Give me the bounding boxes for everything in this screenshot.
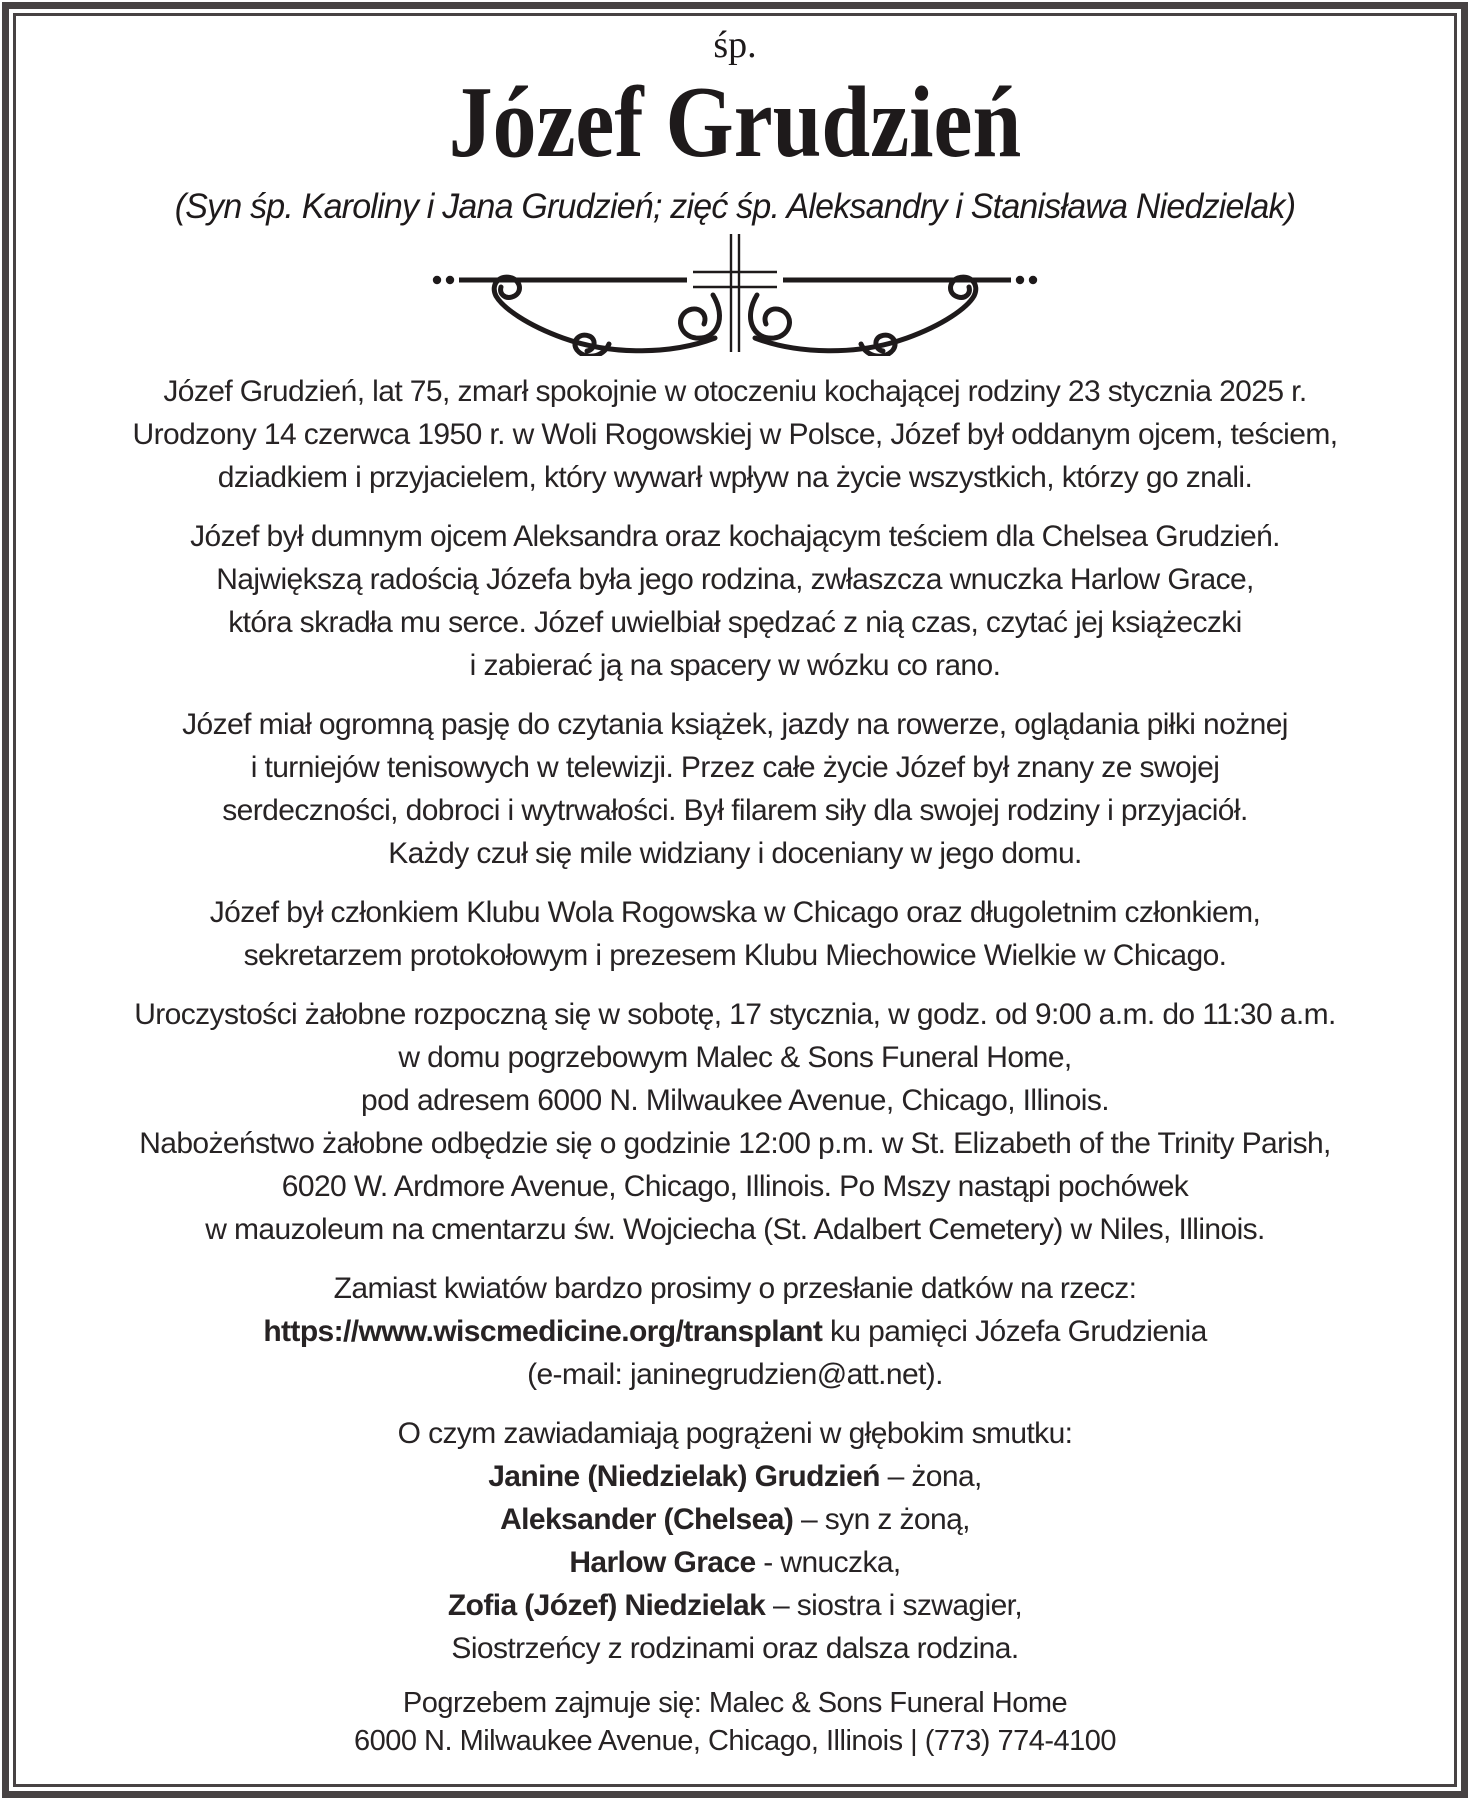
- survivor-name: Aleksander (Chelsea): [500, 1503, 794, 1536]
- text-line: pod adresem 6000 N. Milwaukee Avenue, Chicago, Illinois.: [361, 1084, 1109, 1117]
- text-line: i turniejów tenisowych w telewizji. Przez całe życie Józef był znany ze swojej: [250, 751, 1220, 784]
- survivor-relation: – syn z żoną,: [793, 1503, 970, 1536]
- paragraph-biography: [44, 370, 1426, 499]
- text-line: Największą radością Józefa była jego rodzina, zwłaszcza wnuczka Harlow Grace,: [216, 563, 1254, 596]
- memorial-prefix: śp.: [713, 24, 757, 66]
- cross-flourish-divider-icon: [44, 230, 1426, 356]
- paragraph-family-life: [44, 515, 1426, 687]
- donation-intro: Zamiast kwiatów bardzo prosimy o przesłanie datków na rzecz:: [333, 1272, 1137, 1305]
- donation-url-line: [44, 1310, 1426, 1353]
- obituary-content: [16, 16, 1454, 1760]
- text-line: dziadkiem i przyjacielem, który wywarł wpływ na życie wszystkich, którzy go znali.: [217, 461, 1253, 494]
- text-line: serdeczności, dobroci i wytrwałości. Był filarem siły dla swojej rodziny i przyjaciół.: [222, 794, 1248, 827]
- survivor-relation: - wnuczka,: [755, 1546, 901, 1579]
- text-line: Uroczystości żałobne rozpoczną się w sobotę, 17 stycznia, w godz. od 9:00 a.m. do 11:30 a.m.: [134, 998, 1336, 1031]
- obituary-body: [44, 370, 1426, 1760]
- lineage-subtitle: (Syn śp. Karoliny i Jana Grudzień; zięć śp. Aleksandry i Stanisława Niedzielak): [174, 187, 1296, 226]
- text-line: Józef był członkiem Klubu Wola Rogowska w Chicago oraz długoletnim członkiem,: [209, 896, 1261, 929]
- funeral-home-line: Pogrzebem zajmuje się: Malec & Sons Funeral Home: [402, 1687, 1068, 1719]
- survivor-relation: – żona,: [879, 1460, 982, 1493]
- survivor-wife: [44, 1455, 1426, 1498]
- funeral-home-address: 6000 N. Milwaukee Avenue, Chicago, Illinois | (773) 774-4100: [353, 1725, 1117, 1757]
- donation-email: (e-mail: janinegrudzien@att.net).: [527, 1358, 943, 1391]
- text-line: i zabierać ją na spacery w wózku co rano.: [469, 649, 1001, 682]
- text-line: która skradła mu serce. Józef uwielbiał spędzać z nią czas, czytać jej książeczki: [228, 606, 1242, 639]
- survivors-intro: O czym zawiadamiają pogrążeni w głębokim smutku:: [397, 1417, 1073, 1450]
- paragraph-donations: [44, 1267, 1426, 1396]
- deceased-name: Józef Grudzień: [448, 66, 1022, 179]
- text-line: w domu pogrzebowym Malec & Sons Funeral Home,: [398, 1041, 1072, 1074]
- funeral-home-footer: [44, 1684, 1426, 1760]
- paragraph-passions: [44, 703, 1426, 875]
- text-line: Józef był dumnym ojcem Aleksandra oraz kochającym teściem dla Chelsea Grudzień.: [190, 520, 1280, 553]
- survivor-sister: [44, 1584, 1426, 1627]
- text-line: w mauzoleum na cmentarzu św. Wojciecha (St. Adalbert Cemetery) w Niles, Illinois.: [205, 1213, 1265, 1246]
- survivor-name: Zofia (Józef) Niedzielak: [447, 1589, 766, 1622]
- paragraph-clubs: [44, 891, 1426, 977]
- donation-url: https://www.wiscmedicine.org/transplant: [263, 1315, 823, 1348]
- text-line: Nabożeństwo żałobne odbędzie się o godzinie 12:00 p.m. w St. Elizabeth of the Trinity Parish,: [139, 1127, 1331, 1160]
- text-line: sekretarzem protokołowym i prezesem Klubu Miechowice Wielkie w Chicago.: [243, 939, 1227, 972]
- survivor-granddaughter: [44, 1541, 1426, 1584]
- text-line: Urodzony 14 czerwca 1950 r. w Woli Rogowskiej w Polsce, Józef był oddanym ojcem, teściem,: [132, 418, 1338, 451]
- paragraph-services: [44, 993, 1426, 1251]
- middle-frame-border: [3, 3, 1467, 1797]
- survivor-name: Janine (Niedzielak) Grudzień: [488, 1460, 880, 1493]
- text-line: 6020 W. Ardmore Avenue, Chicago, Illinois. Po Mszy nastąpi pochówek: [281, 1170, 1189, 1203]
- text-line: Józef miał ogromną pasję do czytania książek, jazdy na rowerze, oglądania piłki nożnej: [182, 708, 1288, 741]
- donation-url-suffix: ku pamięci Józefa Grudzienia: [822, 1315, 1207, 1348]
- survivor-son: [44, 1498, 1426, 1541]
- text-line: Każdy czuł się mile widziany i doceniany w jego domu.: [388, 837, 1082, 870]
- paragraph-survivors: [44, 1412, 1426, 1670]
- text-line: Józef Grudzień, lat 75, zmarł spokojnie w otoczeniu kochającej rodziny 23 stycznia 2025 r.: [163, 375, 1307, 408]
- survivor-relation: – siostra i szwagier,: [765, 1589, 1023, 1622]
- inner-frame-border: [13, 13, 1457, 1787]
- survivor-name: Harlow Grace: [569, 1546, 756, 1579]
- survivors-extended: Siostrzeńcy z rodzinami oraz dalsza rodzina.: [451, 1632, 1019, 1665]
